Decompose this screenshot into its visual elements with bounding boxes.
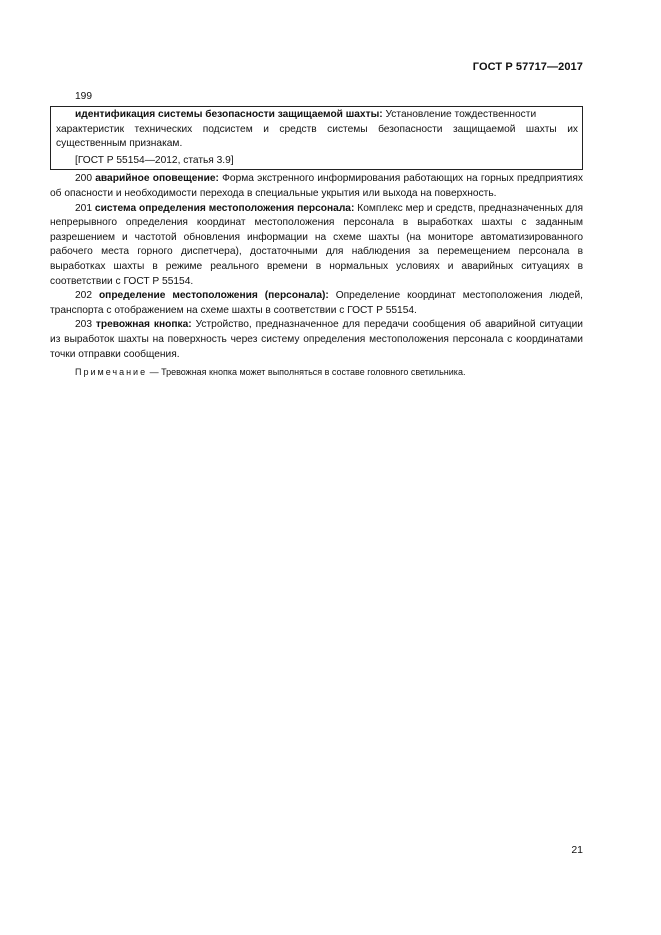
note-label: Примечание <box>75 367 148 378</box>
term-number: 203 <box>75 319 92 331</box>
document-body <box>50 90 583 379</box>
term-definition: Устройство, предназначенное для передачи сообщения об аварийной ситуации из выработок шахты на поверхность через систему определения местоположения персонала с координатами точки отправки сообщения. <box>50 319 583 360</box>
note-paragraph <box>50 366 583 379</box>
term-name: система определения местоположения персонала: <box>94 202 355 214</box>
boxed-definition-rest: характеристик технических подсистем и средств системы безопасности защищаемой шахты их существенным признакам. <box>56 123 578 150</box>
standard-designation: ГОСТ Р 57717—2017 <box>472 61 583 73</box>
term-entry-203 <box>50 318 583 362</box>
boxed-source-reference: [ГОСТ Р 55154—2012, статья 3.9] <box>75 154 234 166</box>
term-number: 200 <box>75 173 92 185</box>
term-name: определение местоположения (персонала): <box>98 290 329 302</box>
boxed-term: идентификация системы безопасности защищаемой шахты: <box>75 109 383 120</box>
term-entry-202 <box>50 289 583 318</box>
term-entry-201 <box>50 202 583 290</box>
boxed-definition-first-line <box>75 108 578 123</box>
term-name: аварийное оповещение: <box>95 173 219 185</box>
term-definition: Определение координат местоположения людей, транспорта с отображением на схеме шахты в соответствии с ГОСТ Р 55154. <box>50 290 583 316</box>
term-number-199: 199 <box>75 91 92 102</box>
page-number: 21 <box>571 844 583 856</box>
term-number: 202 <box>75 290 92 302</box>
term-number: 201 <box>75 202 92 214</box>
term-entry-200 <box>50 172 583 201</box>
boxed-definition-line1: Установление тождественности <box>382 109 537 120</box>
note-text: — Тревожная кнопка может выполняться в составе головного светильника. <box>147 367 466 378</box>
term-definition: Комплекс мер и средств, предназначенных для непрерывного определения координат местоположения персонала в выработках шахты с заданным разрешением и частотой обновления информации на схеме шахты (на мониторе автоматизированного рабочего места горного диспетчера), достаточными для наблюдения за перемещением персонала в выработках шахты в режиме реального времени в нормальных условиях и аварийных ситуациях в соответствии с ГОСТ Р 55154. <box>50 202 583 287</box>
term-definition: Форма экстренного информирования работающих на горных предприятиях об опасности и необходимости перехода в специальные укрытия или выхода на поверхность. <box>50 173 583 199</box>
boxed-term-definition <box>50 106 583 170</box>
term-name: тревожная кнопка: <box>95 319 192 331</box>
